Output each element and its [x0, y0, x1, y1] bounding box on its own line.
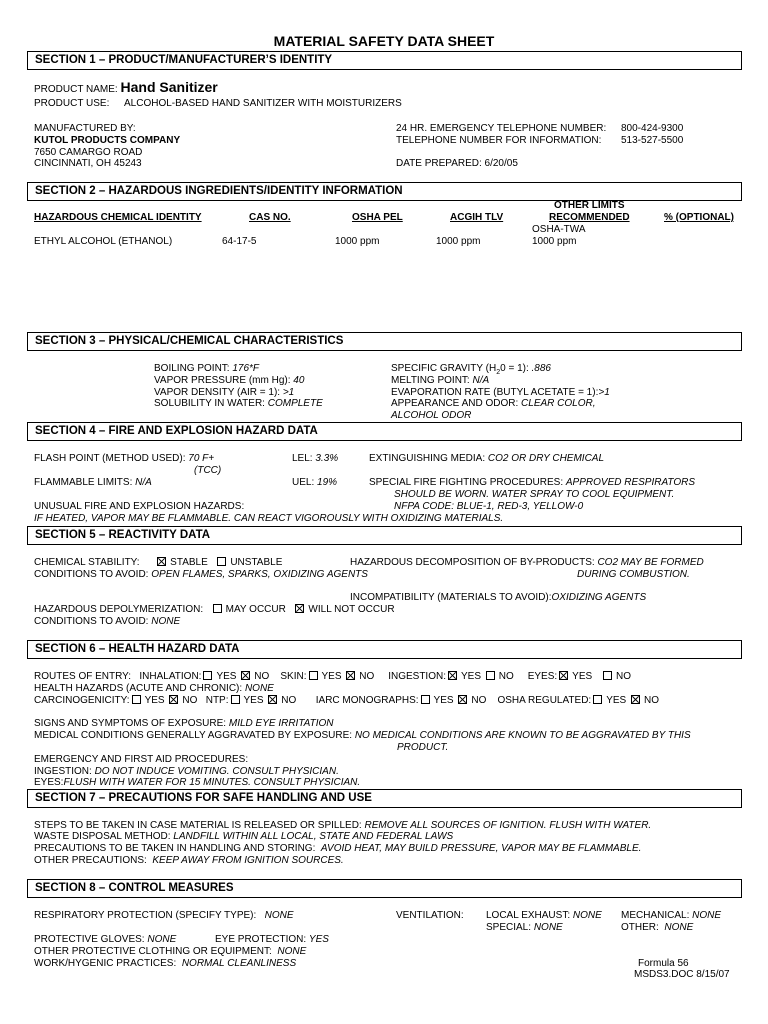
section-2-header: SECTION 2 – HAZARDOUS INGREDIENTS/IDENTITY INFORMATION — [27, 182, 742, 201]
stable-checkbox — [157, 557, 166, 566]
incompatibility: INCOMPATIBILITY (MATERIALS TO AVOID):OXIDIZING AGENTS — [350, 592, 647, 603]
spill-steps: STEPS TO BE TAKEN IN CASE MATERIAL IS RELEASED OR SPILLED: REMOVE ALL SOURCES OF IGNITION. FLUSH WITH WATER. — [34, 820, 652, 831]
may-occur-checkbox — [213, 604, 222, 613]
signs-symptoms: SIGNS AND SYMPTOMS OF EXPOSURE: MILD EYE IRRITATION — [34, 718, 334, 729]
will-not-occur-checkbox — [295, 604, 304, 613]
date-prepared: DATE PREPARED: 6/20/05 — [396, 158, 518, 169]
row-other: 1000 ppm — [532, 236, 577, 247]
col-acgih-tlv: ACGIH TLV — [450, 212, 504, 223]
product-use-label: PRODUCT USE: — [34, 98, 110, 109]
protective-gloves: PROTECTIVE GLOVES: NONE — [34, 934, 177, 945]
document-id: MSDS3.DOC 8/15/07 — [634, 969, 730, 980]
first-aid-label: EMERGENCY AND FIRST AID PROCEDURES: — [34, 754, 249, 765]
section-6-header: SECTION 6 – HEALTH HAZARD DATA — [27, 640, 742, 659]
page-title: MATERIAL SAFETY DATA SHEET — [273, 33, 495, 49]
local-exhaust: LOCAL EXHAUST: NONE — [486, 910, 602, 921]
product-name-label: PRODUCT NAME: — [34, 84, 118, 95]
section-4-header: SECTION 4 – FIRE AND EXPLOSION HAZARD DATA — [27, 422, 742, 441]
hazardous-decomposition-2: DURING COMBUSTION. — [577, 569, 690, 580]
melting-point: MELTING POINT: N/A — [391, 375, 490, 386]
first-aid-ingestion: INGESTION: DO NOT INDUCE VOMITING. CONSULT PHYSICIAN. — [34, 766, 339, 777]
section-7-header: SECTION 7 – PRECAUTIONS FOR SAFE HANDLING AND USE — [27, 789, 742, 808]
other-precautions: OTHER PRECAUTIONS: KEEP AWAY FROM IGNITION SOURCES. — [34, 855, 344, 866]
section-8-header: SECTION 8 – CONTROL MEASURES — [27, 879, 742, 898]
other-protective-clothing: OTHER PROTECTIVE CLOTHING OR EQUIPMENT: NONE — [34, 946, 307, 957]
row-cas: 64-17-5 — [222, 236, 257, 247]
flash-point-method: (TCC) — [194, 465, 222, 476]
vapor-density: VAPOR DENSITY (AIR = 1): >1 — [154, 387, 295, 398]
nfpa-code: NFPA CODE: BLUE-1, RED-3, YELLOW-0 — [394, 501, 584, 512]
carcinogenicity-row: CARCINOGENICITY: YES NO NTP: YES NO IARC MONOGRAPHS: YES NO OSHA REGULATED: YES NO — [34, 695, 659, 706]
uel: UEL: 19% — [292, 477, 338, 488]
solubility: SOLUBILITY IN WATER: COMPLETE — [154, 398, 323, 409]
routes-of-entry: ROUTES OF ENTRY: INHALATION: YES NO SKIN: YES NO INGESTION: YES NO EYES: YES NO — [34, 671, 631, 682]
handling-storing: PRECAUTIONS TO BE TAKEN IN HANDLING AND STORING: AVOID HEAT, MAY BUILD PRESSURE, VAPOR MAY BE FLAMMABLE. — [34, 843, 642, 854]
eye-protection: EYE PROTECTION: YES — [215, 934, 329, 945]
appearance-odor: APPEARANCE AND ODOR: CLEAR COLOR, — [391, 398, 596, 409]
section-1-header: SECTION 1 – PRODUCT/MANUFACTURER’S IDENTITY — [27, 51, 742, 70]
ventilation-label: VENTILATION: — [396, 910, 464, 921]
unusual-hazards-label: UNUSUAL FIRE AND EXPLOSION HAZARDS: — [34, 501, 245, 512]
company-name: KUTOL PRODUCTS COMPANY — [34, 135, 181, 146]
appearance-odor-2: ALCOHOL ODOR — [391, 410, 472, 421]
special-fire-procedures-2: SHOULD BE WORN. WATER SPRAY TO COOL EQUIPMENT. — [394, 489, 675, 500]
waste-disposal: WASTE DISPOSAL METHOD: LANDFILL WITHIN ALL LOCAL, STATE AND FEDERAL LAWS — [34, 831, 454, 842]
unusual-hazards: IF HEATED, VAPOR MAY BE FLAMMABLE. CAN REACT VIGOROUSLY WITH OXIDIZING MATERIALS. — [34, 513, 504, 524]
chemical-stability: CHEMICAL STABILITY: STABLE UNSTABLE — [34, 557, 283, 568]
mechanical: MECHANICAL: NONE — [621, 910, 722, 921]
emergency-number: 800-424-9300 — [621, 123, 684, 134]
row-acgih: 1000 ppm — [436, 236, 481, 247]
other-ventilation: OTHER: NONE — [621, 922, 694, 933]
product-use: ALCOHOL-BASED HAND SANITIZER WITH MOISTURIZERS — [124, 98, 402, 109]
flammable-limits: FLAMMABLE LIMITS: N/A — [34, 477, 152, 488]
formula-number: Formula 56 — [638, 958, 689, 969]
info-number: 513-527-5500 — [621, 135, 684, 146]
unstable-checkbox — [217, 557, 226, 566]
evaporation-rate: EVAPORATION RATE (BUTYL ACETATE = 1):>1 — [391, 387, 610, 398]
special: SPECIAL: NONE — [486, 922, 563, 933]
product-name-row — [34, 79, 218, 95]
col-cas-no: CAS NO. — [249, 212, 291, 223]
col-recommended: RECOMMENDED — [549, 212, 630, 223]
lel: LEL: 3.3% — [292, 453, 339, 464]
first-aid-eyes: EYES:FLUSH WITH WATER FOR 15 MINUTES. CONSULT PHYSICIAN. — [34, 777, 361, 788]
section-5-header: SECTION 5 – REACTIVITY DATA — [27, 526, 742, 545]
extinguishing-media: EXTINGUISHING MEDIA: CO2 OR DRY CHEMICAL — [369, 453, 605, 464]
conditions-to-avoid: CONDITIONS TO AVOID: OPEN FLAMES, SPARKS, OXIDIZING AGENTS — [34, 569, 368, 580]
row-identity: ETHYL ALCOHOL (ETHANOL) — [34, 236, 173, 247]
info-label: TELEPHONE NUMBER FOR INFORMATION: — [396, 135, 602, 146]
col-chemical-identity: HAZARDOUS CHEMICAL IDENTITY — [34, 212, 202, 223]
conditions-to-avoid-2: CONDITIONS TO AVOID: NONE — [34, 616, 181, 627]
col-other-limits: OTHER LIMITS — [554, 200, 625, 211]
address-line-1: 7650 CAMARGO ROAD — [34, 147, 143, 158]
boiling-point: BOILING POINT: 176*F — [154, 363, 260, 374]
respiratory-protection: RESPIRATORY PROTECTION (SPECIFY TYPE): NONE — [34, 910, 294, 921]
hazardous-polymerization: HAZARDOUS DEPOLYMERIZATION: MAY OCCUR WILL NOT OCCUR — [34, 604, 395, 615]
special-fire-procedures: SPECIAL FIRE FIGHTING PROCEDURES: APPROVED RESPIRATORS — [369, 477, 695, 488]
emergency-label: 24 HR. EMERGENCY TELEPHONE NUMBER: — [396, 123, 607, 134]
health-hazards: HEALTH HAZARDS (ACUTE AND CHRONIC): NONE — [34, 683, 274, 694]
other-limits-sub: OSHA-TWA — [532, 224, 586, 235]
hazardous-decomposition: HAZARDOUS DECOMPOSITION OF BY-PRODUCTS: CO2 MAY BE FORMED — [350, 557, 704, 568]
specific-gravity: SPECIFIC GRAVITY $(H_20 = 1)$: .886 — [391, 363, 551, 376]
row-osha: 1000 ppm — [335, 236, 380, 247]
work-hygienic-practices: WORK/HYGENIC PRACTICES: NORMAL CLEANLINESS — [34, 958, 297, 969]
mfg-label: MANUFACTURED BY: — [34, 123, 136, 134]
address-line-2: CINCINNATI, OH 45243 — [34, 158, 142, 169]
col-percent: % (OPTIONAL) — [664, 212, 734, 223]
col-osha-pel: OSHA PEL — [352, 212, 403, 223]
flash-point: FLASH POINT (METHOD USED): 70 F+ — [34, 453, 215, 464]
medical-conditions-2: PRODUCT. — [397, 742, 449, 753]
product-name: Hand Sanitizer — [120, 79, 218, 95]
medical-conditions: MEDICAL CONDITIONS GENERALLY AGGRAVATED BY EXPOSURE: NO MEDICAL CONDITIONS ARE KNOWN TO BE AGGRAVATED BY THIS — [34, 730, 691, 741]
section-3-header: SECTION 3 – PHYSICAL/CHEMICAL CHARACTERISTICS — [27, 332, 742, 351]
vapor-pressure: VAPOR PRESSURE (mm Hg): 40 — [154, 375, 305, 386]
